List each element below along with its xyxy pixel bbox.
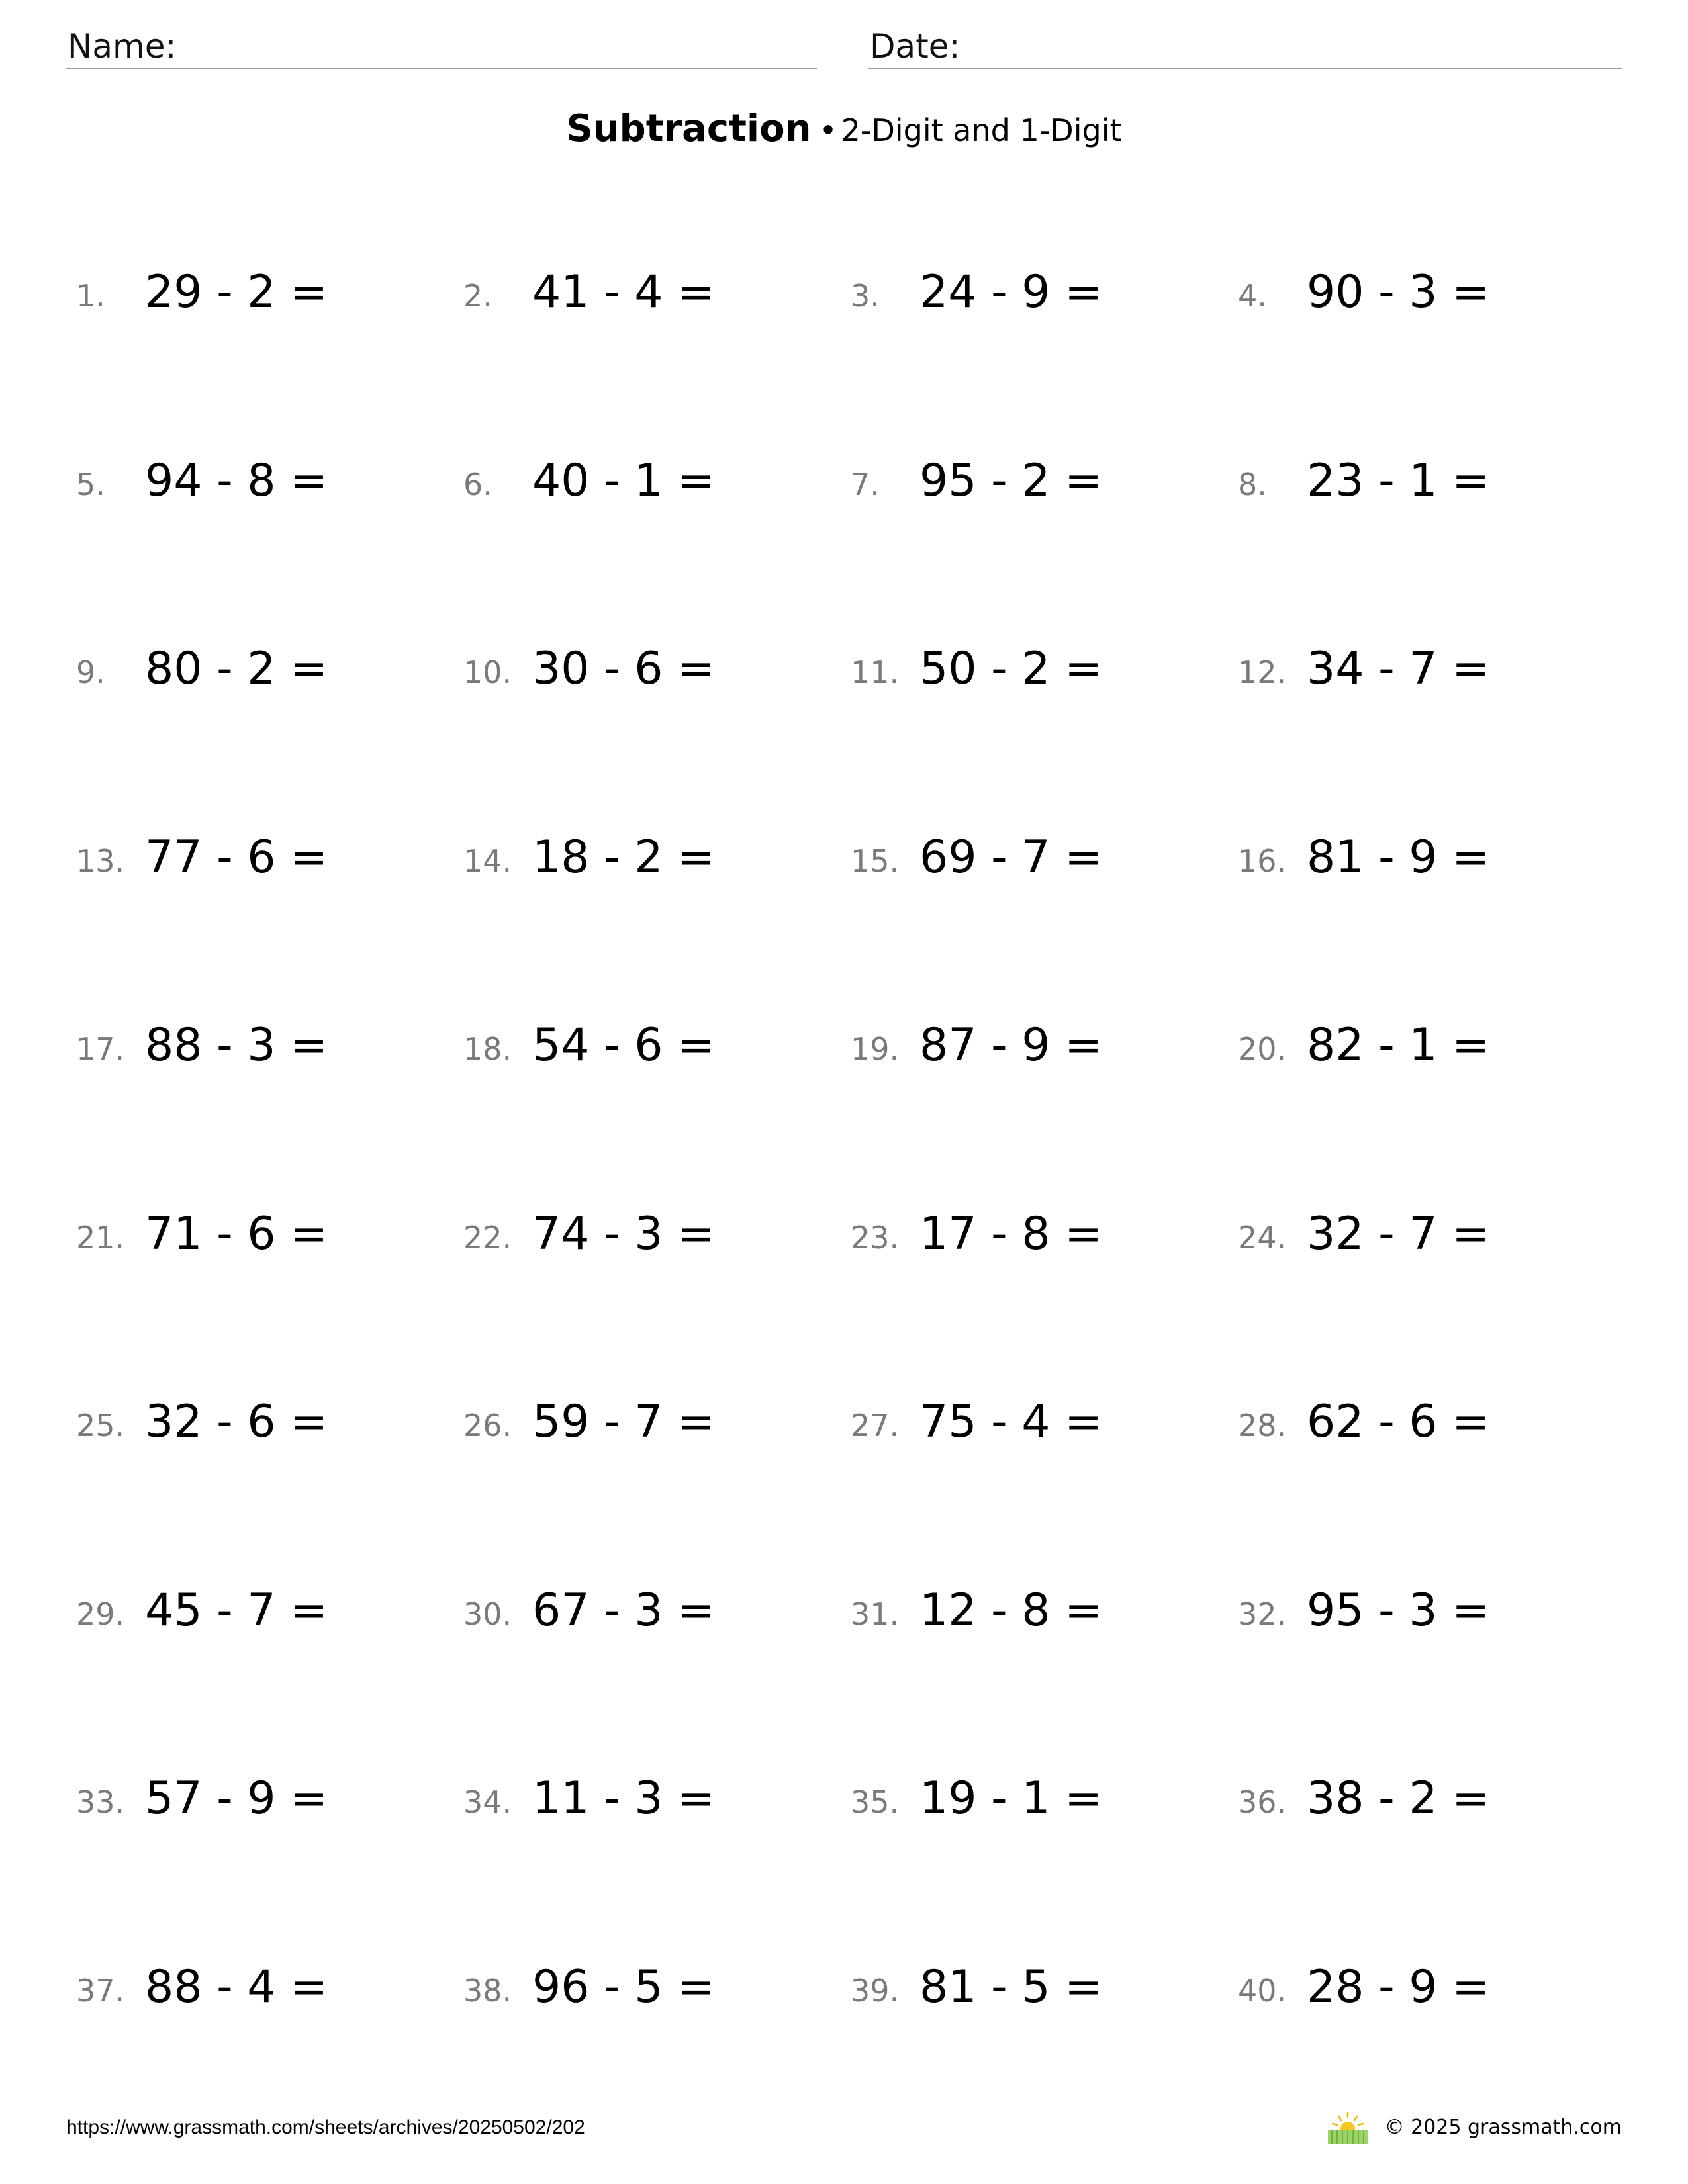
problem-expression: 54 - 6 = [532,1019,716,1071]
problem-expression: 12 - 8 = [919,1584,1103,1637]
problem-number: 21. [76,1220,125,1255]
problem-expression: 67 - 3 = [532,1584,716,1637]
problem-expression: 95 - 3 = [1307,1584,1490,1637]
problem-number: 37. [76,1973,125,2009]
title-main: Subtraction [566,107,812,150]
problem-number: 19. [851,1031,900,1067]
problem-expression: 32 - 6 = [145,1396,328,1448]
problem-expression: 19 - 1 = [919,1772,1103,1825]
problem-number: 36. [1238,1784,1287,1820]
problem-number: 12. [1238,655,1287,690]
problem-expression: 80 - 2 = [145,643,328,695]
problem-number: 15. [851,843,900,879]
problem-number: 28. [1238,1408,1287,1443]
problem-expression: 74 - 3 = [532,1208,716,1260]
problem-expression: 45 - 7 = [145,1584,328,1637]
problem-expression: 18 - 2 = [532,831,716,884]
problem-expression: 62 - 6 = [1307,1396,1490,1448]
problem-expression: 24 - 9 = [919,266,1103,318]
problem-number: 14. [463,843,512,879]
problem-number: 1. [76,278,105,314]
problem-expression: 28 - 9 = [1307,1961,1490,2013]
problem-expression: 32 - 7 = [1307,1208,1490,1260]
problem-expression: 95 - 2 = [919,455,1103,507]
problem-expression: 96 - 5 = [532,1961,716,2013]
footer-copyright: © 2025 grassmath.com [1384,2116,1622,2139]
problem-expression: 38 - 2 = [1307,1772,1490,1825]
problem-number: 26. [463,1408,512,1443]
problem-number: 23. [851,1220,900,1255]
problem-number: 10. [463,655,512,690]
problem-number: 4. [1238,278,1267,314]
footer-brand [1325,2111,1622,2144]
problem-expression: 40 - 1 = [532,455,716,507]
problem-number: 5. [76,467,105,502]
problem-expression: 11 - 3 = [532,1772,716,1825]
problem-number: 9. [76,655,105,690]
problem-expression: 81 - 5 = [919,1961,1103,2013]
problem-expression: 57 - 9 = [145,1772,328,1825]
problem-expression: 88 - 3 = [145,1019,328,1071]
problem-expression: 59 - 7 = [532,1396,716,1448]
problem-number: 30. [463,1596,512,1632]
problem-expression: 82 - 1 = [1307,1019,1490,1071]
problem-expression: 71 - 6 = [145,1208,328,1260]
problem-expression: 87 - 9 = [919,1019,1103,1071]
problem-number: 31. [851,1596,900,1632]
title-subtitle: 2-Digit and 1-Digit [841,113,1122,148]
problem-number: 8. [1238,467,1267,502]
problem-number: 7. [851,467,880,502]
problem-expression: 29 - 2 = [145,266,328,318]
problem-number: 11. [851,655,900,690]
problem-expression: 75 - 4 = [919,1396,1103,1448]
problem-expression: 94 - 8 = [145,455,328,507]
problem-number: 34. [463,1784,512,1820]
problem-expression: 81 - 9 = [1307,831,1490,884]
problem-expression: 50 - 2 = [919,643,1103,695]
problem-expression: 23 - 1 = [1307,455,1490,507]
problem-number: 18. [463,1031,512,1067]
problem-number: 17. [76,1031,125,1067]
problem-number: 20. [1238,1031,1287,1067]
problem-expression: 30 - 6 = [532,643,716,695]
problem-number: 32. [1238,1596,1287,1632]
problem-expression: 41 - 4 = [532,266,716,318]
sun-grass-icon [1325,2111,1370,2144]
problem-number: 29. [76,1596,125,1632]
problem-number: 16. [1238,843,1287,879]
problem-number: 22. [463,1220,512,1255]
problem-expression: 69 - 7 = [919,831,1103,884]
problem-number: 35. [851,1784,900,1820]
problem-expression: 77 - 6 = [145,831,328,884]
date-label: Date: [870,27,961,66]
problem-number: 39. [851,1973,900,2009]
problem-number: 40. [1238,1973,1287,2009]
problem-number: 6. [463,467,492,502]
name-label: Name: [68,27,177,66]
problem-number: 3. [851,278,880,314]
problem-expression: 90 - 3 = [1307,266,1490,318]
problem-number: 38. [463,1973,512,2009]
problem-number: 2. [463,278,492,314]
title-bullet: • [819,113,837,148]
problem-expression: 34 - 7 = [1307,643,1490,695]
problem-expression: 88 - 4 = [145,1961,328,2013]
problem-number: 25. [76,1408,125,1443]
problem-number: 24. [1238,1220,1287,1255]
problem-expression: 17 - 8 = [919,1208,1103,1260]
problem-number: 27. [851,1408,900,1443]
problem-number: 33. [76,1784,125,1820]
problem-number: 13. [76,843,125,879]
footer-url: https://www.grassmath.com/sheets/archives/20250502/202 [66,2116,585,2138]
